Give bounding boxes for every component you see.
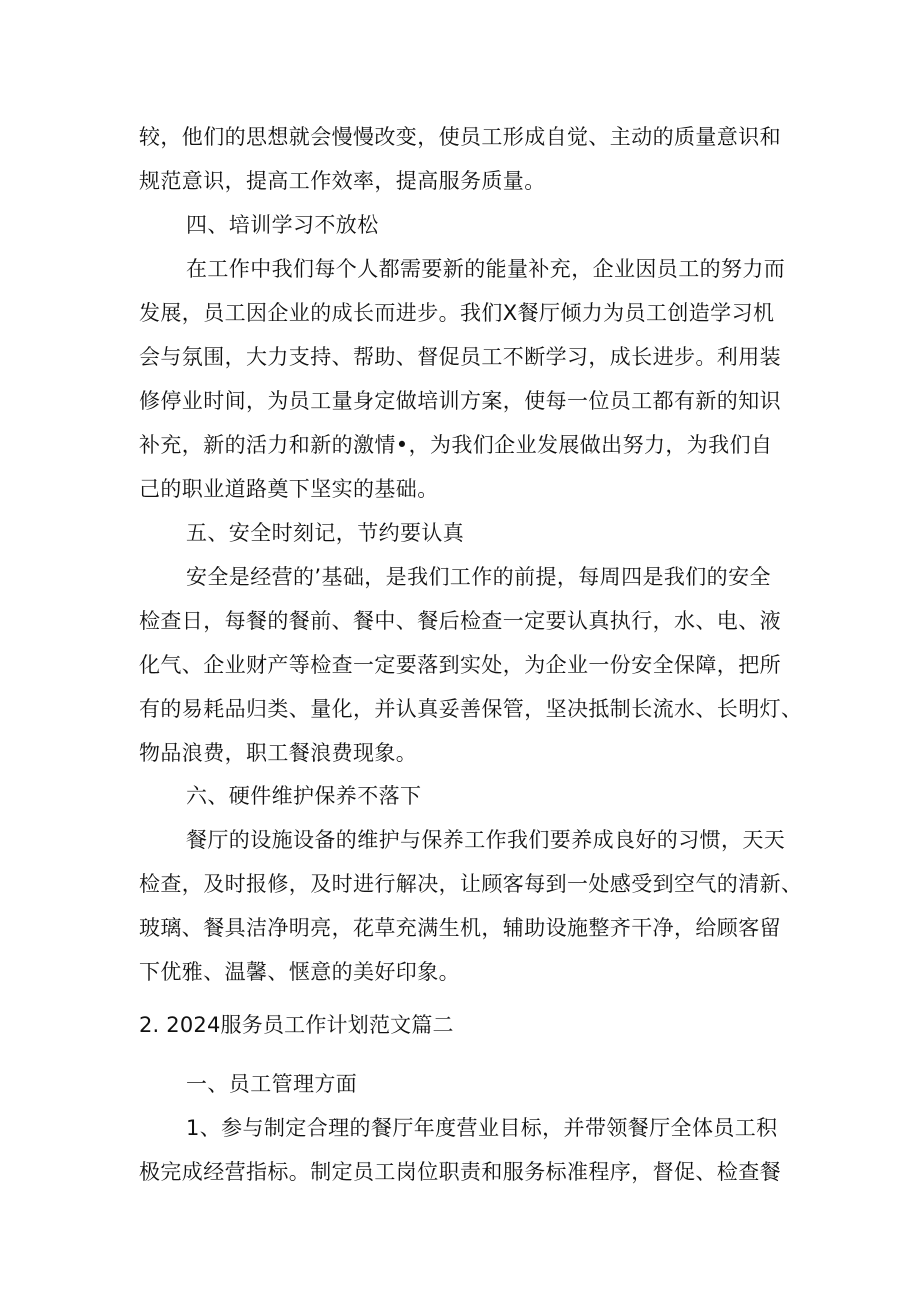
paragraph-line: 在工作中我们每个人都需要新的能量补充，企业因员工的努力而 — [186, 257, 786, 281]
section-heading-safety: 五、安全时刻记，节约要认真 — [186, 521, 465, 545]
paragraph-line: 物品浪费，职工餐浪费现象。 — [139, 741, 418, 765]
paragraph-line: 检查，及时报修，及时进行解决，让顾客每到一处感受到空气的清新、 — [139, 872, 803, 896]
document-section-title: 2. 2024服务员工作计划范文篇二 — [139, 1013, 454, 1037]
paragraph-line: 极完成经营指标。制定员工岗位职责和服务标准程序，督促、检查餐 — [139, 1160, 781, 1184]
paragraph-line: 规范意识，提高工作效率，提高服务质量。 — [139, 169, 546, 193]
paragraph-line: 化气、企业财产等检查一定要落到实处，为企业一份安全保障，把所 — [139, 653, 781, 677]
paragraph-line: 安全是经营的’基础，是我们工作的前提，每周四是我们的安全 — [186, 565, 771, 589]
paragraph-line: 餐厅的设施设备的维护与保养工作我们要养成良好的习惯，天天 — [186, 828, 786, 852]
paragraph-line: 会与氛围，大力支持、帮助、督促员工不断学习，成长进步。利用装 — [139, 345, 781, 369]
paragraph-line: 修停业时间，为员工量身定做培训方案，使每一位员工都有新的知识 — [139, 389, 781, 413]
section-heading-staff-management: 一、员工管理方面 — [186, 1072, 358, 1096]
paragraph-line: 较，他们的思想就会慢慢改变，使员工形成自觉、主动的质量意识和 — [139, 125, 781, 149]
paragraph-line: 下优雅、温馨、惬意的美好印象。 — [139, 960, 460, 984]
paragraph-line: 检查日，每餐的餐前、餐中、餐后检查一定要认真执行，水、电、液 — [139, 609, 781, 633]
paragraph-line: 发展，员工因企业的成长而进步。我们X餐厅倾力为员工创造学习机 — [139, 301, 775, 325]
section-heading-maintenance: 六、硬件维护保养不落下 — [186, 784, 422, 808]
paragraph-line: 玻璃、餐具洁净明亮，花草充满生机，辅助设施整齐干净，给顾客留 — [139, 916, 781, 940]
paragraph-line: 有的易耗品归类、量化，并认真妥善保管，坚决抵制长流水、长明灯、 — [139, 697, 803, 721]
paragraph-line: 补充，新的活力和新的激情•，为我们企业发展做出努力，为我们自 — [139, 433, 773, 457]
paragraph-line: 1、参与制定合理的餐厅年度营业目标，并带领餐厅全体员工积 — [186, 1116, 778, 1140]
paragraph-line: 己的职业道路奠下坚实的基础。 — [139, 477, 439, 501]
section-heading-training: 四、培训学习不放松 — [186, 213, 379, 237]
